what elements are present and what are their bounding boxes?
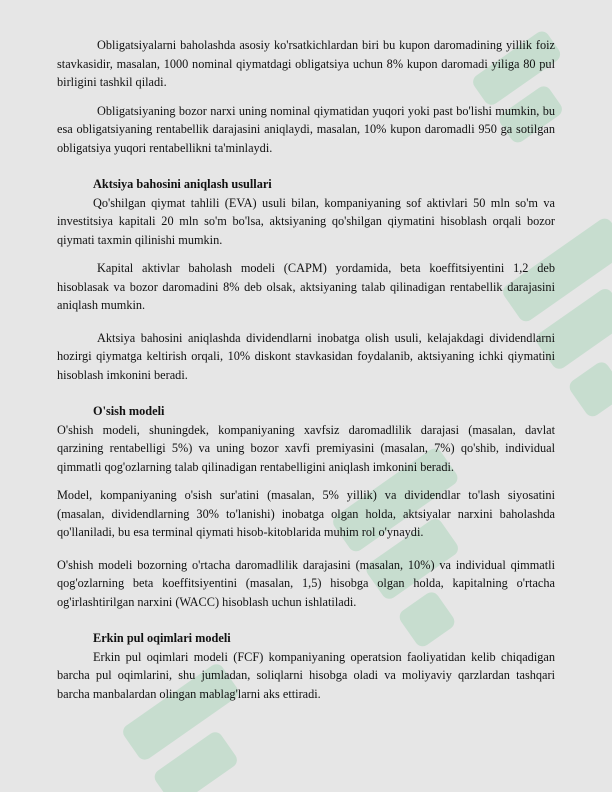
paragraph-growth-rate: Model, kompaniyaning o'sish sur'atini (masalan, 5% yillik) va dividendlar to'lash siyosatini (masalan, dividendlarning 30% to'lanishi) inobatga olgan holda, aktsiyalar narxini baholashda qo'llaniladi, bu esa terminal qiymati hisob-kitoblarida muhim rol o'ynaydi. [57,488,555,539]
heading-stock-valuation-methods: Aktsiya bahosini aniqlash usullari [93,177,272,191]
paragraph-fcf: Erkin pul oqimlari modeli (FCF) kompaniyaning operatsion faoliyatidan kelib chiqadigan barcha pul oqimlarini, shu jumladan, soliqlarni hisobga oladi va moliyaviy qarzlardan tashqari barcha manbalardan olingan mablag'larni aks ettiradi. [57,649,555,701]
paragraph-growth-wacc: O'shish modeli bozorning o'rtacha daromadlilik darajasini (masalan, 10%) va individual qimmatli qog'ozlarning beta koeffitsiyentini (masalan, 1,5) hisobga olgan holda, kapitalning o'rtacha og'irlashtirilgan narxini (WACC) hisoblash uchun ishlatiladi. [57,557,555,609]
paragraph-market-price: Obligatsiyaning bozor narxi uning nominal qiymatidan yuqori yoki past bo'lishi mumkin, bu esa obligatsiyaning rentabellik darajasini aniqlaydi, masalan, 10% kupon daromadli 950 ga sotilgan obligatsiya yuqori rentabellikni ta'minlaydi. [57,103,555,155]
paragraph-capm: Kapital aktivlar baholash modeli (CAPM) yordamida, beta koeffitsiyentini 1,2 deb hisoblasak va bozor daromadini 8% deb olsak, aktsiyaning talab qilinadigan rentabellik darajasini aniqlash mumkin. [57,261,555,312]
paragraph-coupon-rate: Obligatsiyalarni baholashda asosiy ko'rsatkichlardan biri bu kupon daromadining yillik foiz stavkasidir, masalan, 1000 nominal qiymatdagi obligatsiya uchun 8% kupon daromadi yiliga 80 pul birligini tashkil qiladi. [57,38,555,89]
heading-fcf-model: Erkin pul oqimlari modeli [93,631,231,645]
paragraph-eva: Qo'shilgan qiymat tahlili (EVA) usuli bilan, kompaniyaning sof aktivlari 50 mln so'm va investitsiya kapitali 20 mln so'm bo'lsa, aktsiyaning qo'shilgan qiymatini hisoblash orqali bozor qiymati taxmin qilinishi mumkin. [57,195,555,247]
paragraph-dividend-method: Aktsiya bahosini aniqlashda dividendlarni inobatga olish usuli, kelajakdagi dividendlarni hozirgi qiymatga keltirish orqali, 10% diskont stavkasidan foydalanib, aktsiyaning ichki qiymatini hisoblash imkonini beradi. [57,330,555,382]
heading-growth-model: O'sish modeli [93,404,165,418]
paragraph-growth-risk-free: O'shish modeli, shuningdek, kompaniyaning xavfsiz daromadlilik darajasi (masalan, davlat qarzining rentabelligi 5%) va uning bozor xavfi premiyasini (masalan, 7%) qo'shib, individual qimmatli qog'ozlarning talab qilinadigan rentabelligini aniqlash imkonini beradi. [57,422,555,474]
document-body [57,36,555,703]
